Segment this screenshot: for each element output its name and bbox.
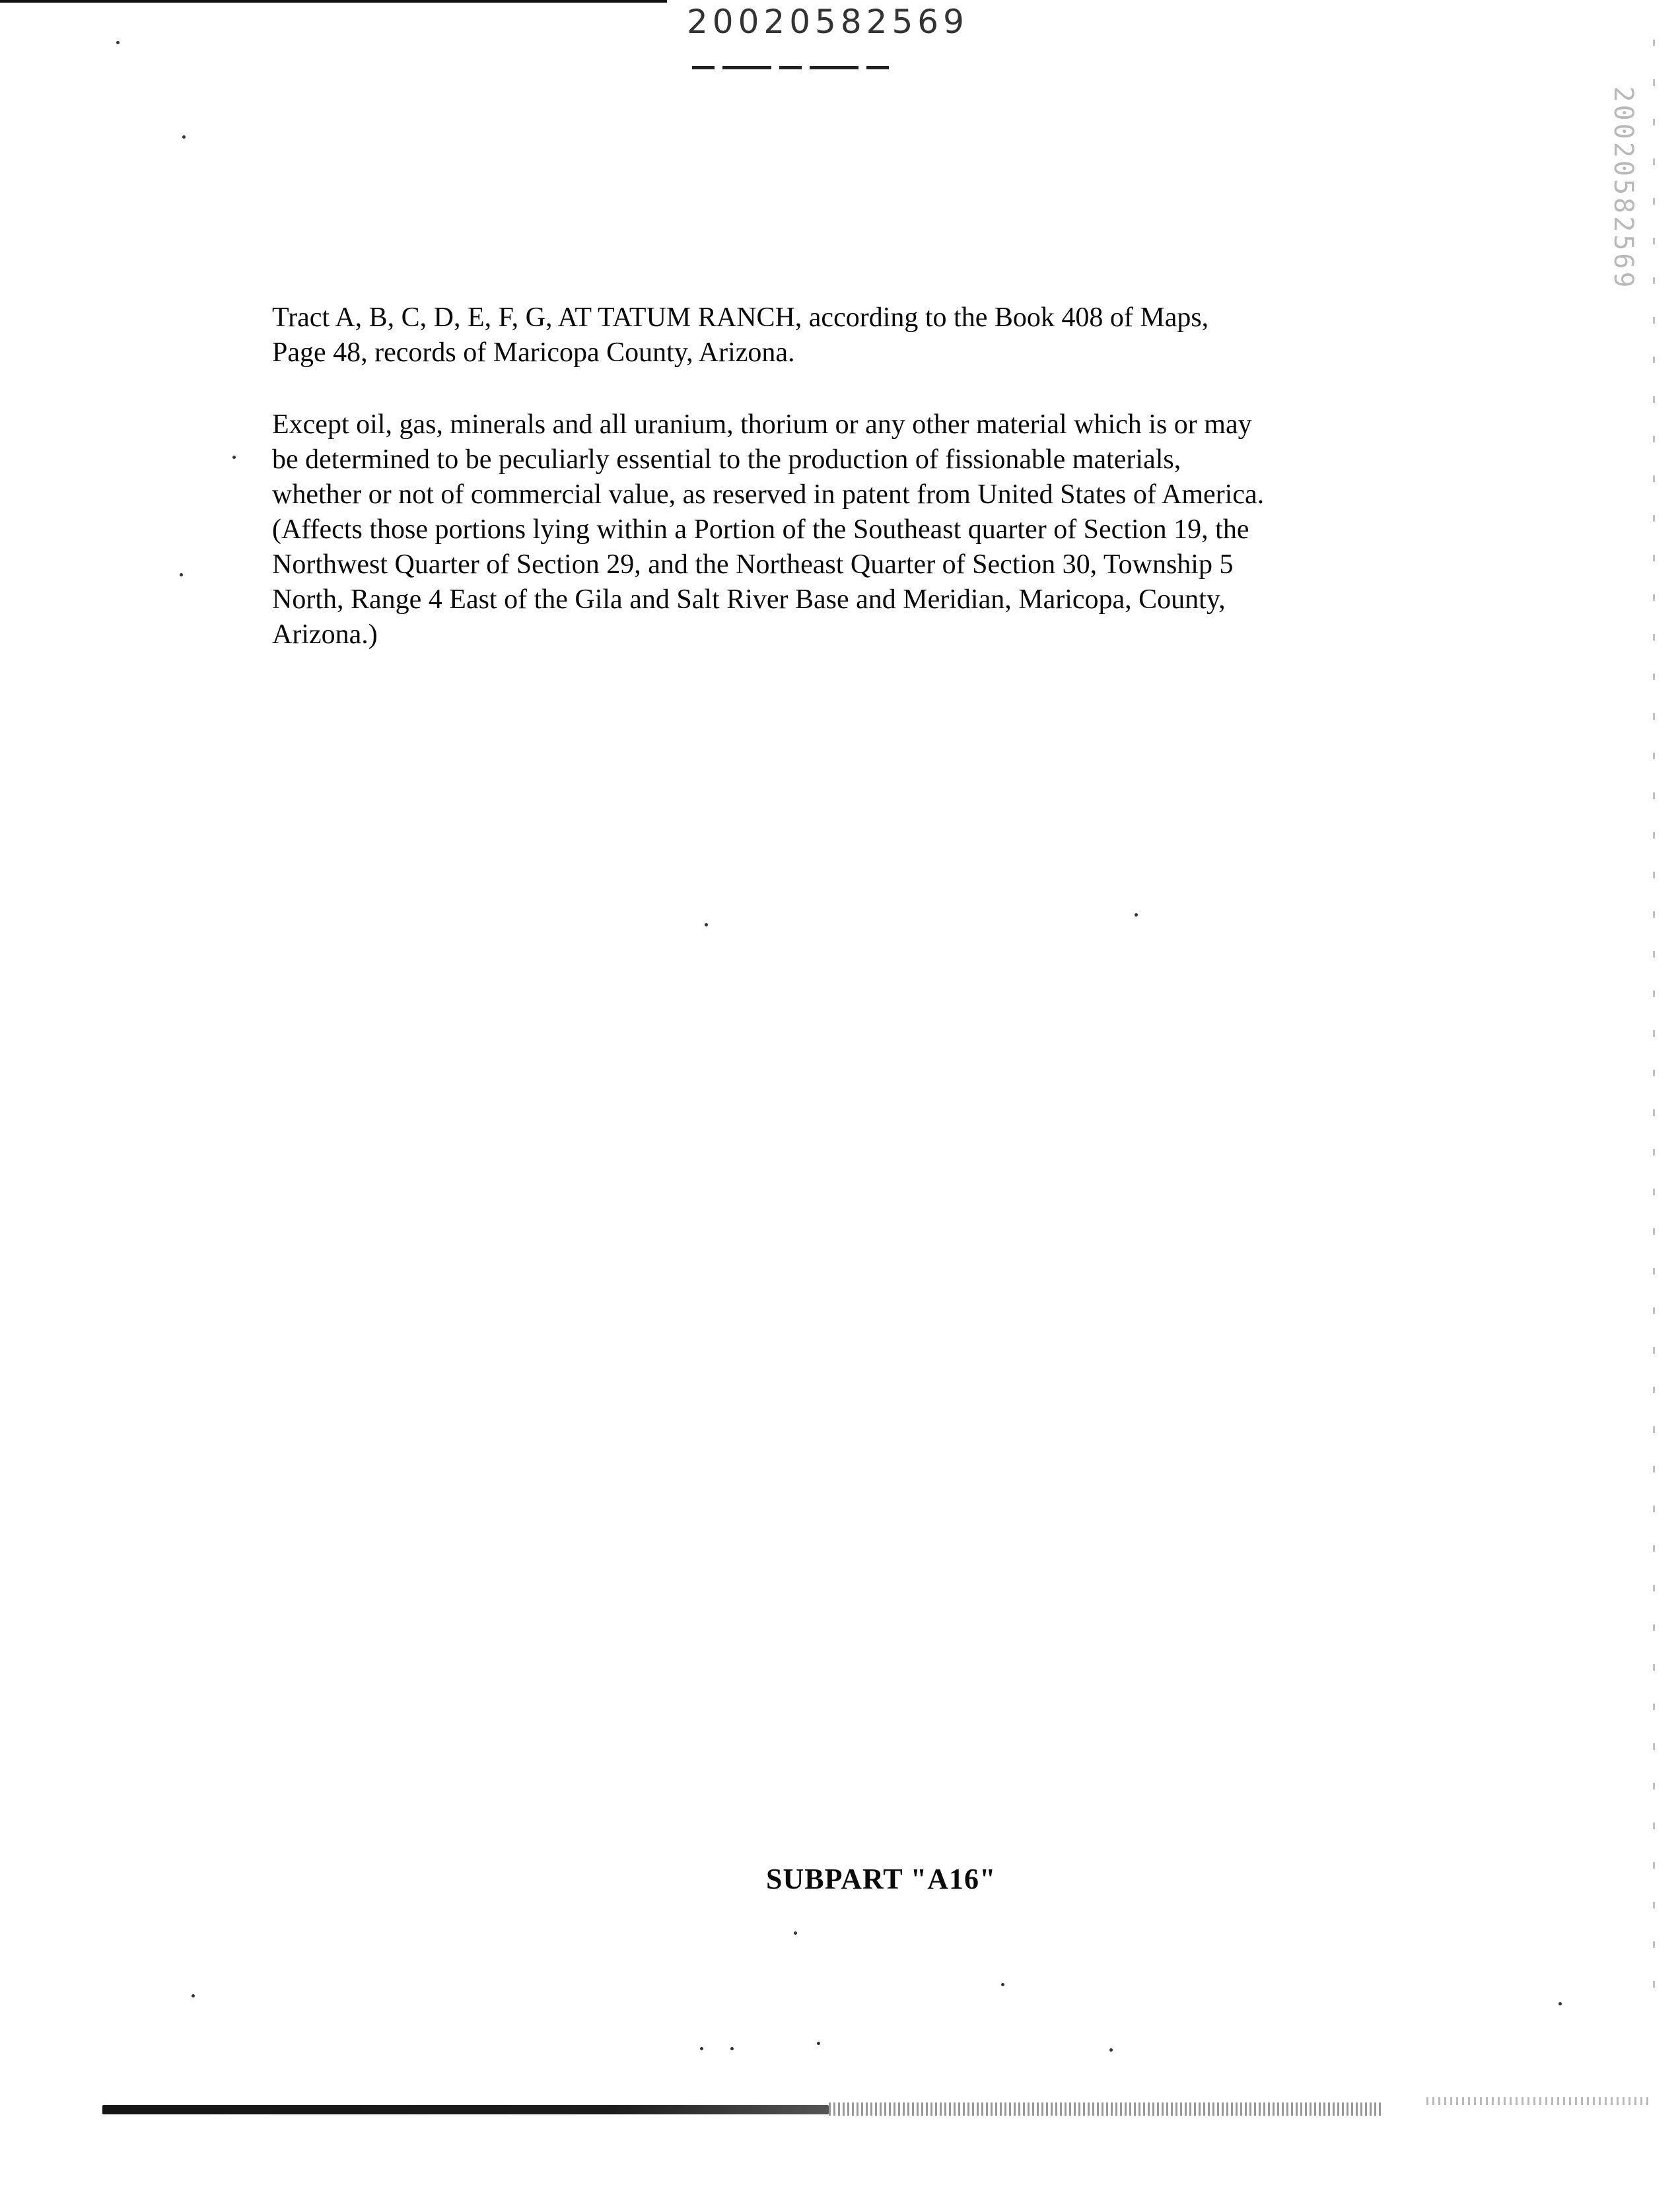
scan-speck [1001,1983,1004,1986]
scan-speck [180,573,183,576]
scan-speck [116,41,120,44]
scan-speck [817,2042,820,2045]
scan-speck [232,456,236,459]
exception-paragraph [272,407,1395,652]
bottom-scan-band [102,2100,1383,2118]
side-stamp-text: 20020582569 [1608,86,1638,291]
text-line: Page 48, records of Maricopa County, Arizona. [272,337,795,368]
bottom-scan-band-right [1426,2097,1651,2105]
bottom-scan-band-solid [102,2105,829,2114]
text-line: Tract A, B, C, D, E, F, G, AT TATUM RANCH, according to the Book 408 of Maps, [272,302,1209,333]
text-line: (Affects those portions lying within a Portion of the Southeast quarter of Section 19, the [272,514,1249,545]
scan-speck [182,135,186,139]
text-line: Except oil, gas, minerals and all uranium, thorium or any other material which is or may [272,409,1252,440]
scan-speck [730,2047,734,2050]
scan-speck [1135,913,1138,917]
top-scan-rule [0,0,667,3]
scan-speck [1558,2002,1562,2005]
right-scan-edge [1653,40,1655,2021]
text-line: be determined to be peculiarly essential to the production of fissionable materials, [272,444,1181,475]
text-line: North, Range 4 East of the Gila and Salt River Base and Meridian, Maricopa, County, [272,584,1226,615]
text-line: Northwest Quarter of Section 29, and the Northeast Quarter of Section 30, Township 5 [272,549,1234,580]
bottom-scan-band-fade [829,2102,1383,2116]
legal-description [272,300,1395,652]
scan-speck [700,2047,703,2050]
side-stamp [1603,86,1643,291]
document-number: 20020582569 [687,3,969,41]
text-line: Arizona.) [272,619,378,650]
scan-speck [1109,2048,1113,2052]
scan-speck [705,923,708,926]
tract-paragraph [272,300,1395,370]
subpart-label: SUBPART "A16" [766,1863,997,1895]
text-line: whether or not of commercial value, as reserved in patent from United States of America. [272,479,1265,510]
scan-speck [794,1931,797,1935]
scan-speck [192,1994,195,1997]
dashed-underline [692,66,897,69]
